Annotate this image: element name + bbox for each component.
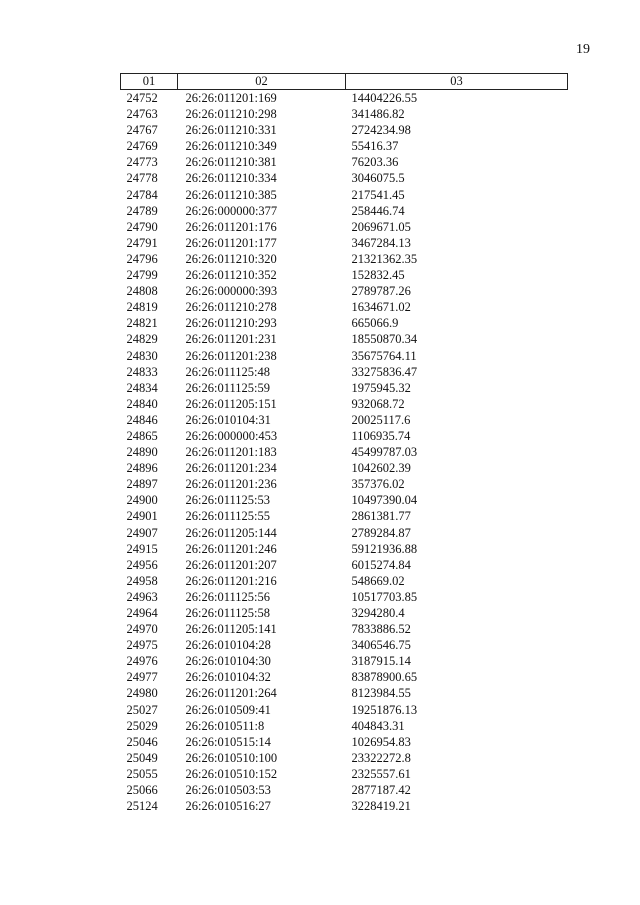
value-cell: 45499787.03: [351, 445, 418, 460]
row-id-cell: 24963: [126, 589, 158, 604]
cadastral-number-cell: 26:26:011210:331: [185, 123, 277, 138]
value-cell: 59121936.88: [351, 541, 418, 556]
table-row: [121, 653, 568, 669]
row-id-cell: 24773: [126, 155, 158, 170]
row-id-cell: 24799: [126, 268, 158, 283]
row-id-cell: 25029: [126, 718, 158, 733]
cadastral-number-cell: 26:26:011125:53: [185, 493, 270, 508]
table-row: [121, 798, 568, 814]
value-cell: 3294280.4: [351, 606, 405, 620]
table-row: [121, 267, 568, 283]
header-col-03: 03: [346, 74, 568, 90]
cadastral-number-cell: 26:26:011210:349: [185, 139, 277, 154]
cadastral-number-cell: 26:26:000000:453: [185, 428, 278, 443]
value-cell: 2789284.87: [351, 525, 411, 540]
cadastral-number-cell: 26:26:011201:207: [185, 557, 277, 572]
row-id-cell: 24865: [126, 428, 158, 443]
cadastral-number-cell: 26:26:011210:352: [185, 268, 277, 283]
table-row: [121, 734, 568, 750]
table-row: [121, 557, 568, 573]
row-id-cell: 25046: [126, 734, 158, 749]
row-id-cell: 24976: [126, 654, 158, 669]
value-cell: 35675764.11: [351, 348, 417, 363]
row-id-cell: 24829: [126, 332, 158, 347]
table-row: [121, 380, 568, 396]
cadastral-number-cell: 26:26:011125:59: [185, 380, 270, 395]
table-row: [121, 444, 568, 460]
value-cell: 55416.37: [351, 139, 399, 154]
table-row: [121, 412, 568, 428]
row-id-cell: 24977: [126, 670, 158, 685]
cadastral-number-cell: 26:26:010104:30: [185, 654, 271, 669]
header-col-02: 02: [178, 74, 346, 90]
table-row: [121, 235, 568, 251]
table-row: [121, 170, 568, 186]
value-cell: 8123984.55: [351, 686, 411, 701]
table-header: [121, 74, 568, 90]
value-cell: 1975945.32: [351, 380, 411, 395]
row-id-cell: 24964: [126, 606, 158, 620]
value-cell: 33275836.47: [351, 364, 418, 379]
row-id-cell: 24830: [126, 348, 158, 363]
cadastral-number-cell: 26:26:011205:144: [185, 525, 277, 540]
row-id-cell: 24796: [126, 251, 158, 266]
table-row: [121, 750, 568, 766]
row-id-cell: 24789: [126, 203, 158, 218]
cadastral-number-cell: 26:26:011125:55: [185, 509, 270, 524]
cadastral-number-cell: 26:26:011210:385: [185, 187, 277, 202]
table-row: [121, 251, 568, 267]
value-cell: 258446.74: [351, 203, 405, 218]
cadastral-number-cell: 26:26:011210:293: [185, 316, 277, 331]
row-id-cell: 24834: [126, 380, 158, 395]
table-row: [121, 364, 568, 380]
row-id-cell: 25124: [126, 799, 158, 814]
row-id-cell: 24956: [126, 557, 158, 572]
table-row: [121, 154, 568, 170]
table-row: [121, 428, 568, 444]
cadastral-number-cell: 26:26:011210:320: [185, 251, 277, 266]
table-row: [121, 702, 568, 718]
value-cell: 19251876.13: [351, 702, 418, 717]
table-row: [121, 138, 568, 154]
table-row: [121, 573, 568, 589]
cadastral-number-cell: 26:26:011210:381: [185, 155, 277, 170]
table-row: [121, 331, 568, 347]
row-id-cell: 24790: [126, 219, 158, 234]
row-id-cell: 24915: [126, 541, 158, 556]
row-id-cell: 24970: [126, 622, 158, 637]
cadastral-number-cell: 26:26:011205:151: [185, 396, 277, 411]
cadastral-number-cell: 26:26:010510:152: [185, 766, 278, 781]
header-col-01: 01: [121, 74, 178, 90]
cadastral-number-cell: 26:26:011201:216: [185, 573, 277, 588]
table-row: [121, 541, 568, 557]
cadastral-number-cell: 26:26:010104:28: [185, 638, 271, 653]
cadastral-number-cell: 26:26:011201:169: [185, 91, 277, 105]
row-id-cell: 24833: [126, 364, 158, 379]
cadastral-number-cell: 26:26:010104:32: [185, 670, 271, 685]
table-row: [121, 187, 568, 203]
table-row: [121, 685, 568, 701]
table-row: [121, 348, 568, 364]
value-cell: 10517703.85: [351, 589, 418, 604]
row-id-cell: 24819: [126, 300, 158, 315]
value-cell: 7833886.52: [351, 622, 411, 637]
value-cell: 3187915.14: [351, 654, 411, 669]
value-cell: 1042602.39: [351, 461, 411, 476]
table-row: [121, 315, 568, 331]
header-row: [121, 74, 568, 90]
cadastral-number-cell: 26:26:011210:334: [185, 171, 277, 186]
value-cell: 217541.45: [351, 187, 405, 202]
value-cell: 3467284.13: [351, 235, 411, 250]
row-id-cell: 25055: [126, 766, 158, 781]
table-row: [121, 621, 568, 637]
cadastral-number-cell: 26:26:011210:298: [185, 107, 277, 122]
data-table-container: [120, 73, 567, 814]
cadastral-number-cell: 26:26:010511:8: [185, 718, 265, 733]
table-row: [121, 605, 568, 621]
row-id-cell: 24901: [126, 509, 158, 524]
value-cell: 357376.02: [351, 477, 405, 492]
cadastral-number-cell: 26:26:010516:27: [185, 799, 271, 814]
value-cell: 10497390.04: [351, 493, 418, 508]
value-cell: 932068.72: [351, 396, 405, 411]
table-row: [121, 122, 568, 138]
table-body: [121, 90, 568, 815]
value-cell: 1634671.02: [351, 300, 411, 315]
value-cell: 1026954.83: [351, 734, 411, 749]
cadastral-number-cell: 26:26:010510:100: [185, 750, 278, 765]
row-id-cell: 24980: [126, 686, 158, 701]
table-row: [121, 219, 568, 235]
row-id-cell: 25027: [126, 702, 158, 717]
row-id-cell: 24769: [126, 139, 158, 154]
value-cell: 665066.9: [351, 316, 399, 331]
cadastral-number-cell: 26:26:011201:183: [185, 445, 277, 460]
row-id-cell: 24752: [126, 91, 158, 105]
value-cell: 2877187.42: [351, 783, 411, 798]
table-row: [121, 669, 568, 685]
cadastral-number-cell: 26:26:010515:14: [185, 734, 271, 749]
cadastral-number-cell: 26:26:011201:234: [185, 461, 277, 476]
row-id-cell: 24784: [126, 187, 158, 202]
cadastral-number-cell: 26:26:011210:278: [185, 300, 277, 315]
row-id-cell: 24975: [126, 638, 158, 653]
table-row: [121, 508, 568, 524]
value-cell: 548669.02: [351, 573, 405, 588]
table-row: [121, 718, 568, 734]
data-table: [120, 73, 568, 814]
cadastral-number-cell: 26:26:011201:264: [185, 686, 277, 701]
value-cell: 2325557.61: [351, 766, 411, 781]
value-cell: 2069671.05: [351, 219, 411, 234]
cadastral-number-cell: 26:26:000000:393: [185, 284, 278, 299]
table-row: [121, 492, 568, 508]
cadastral-number-cell: 26:26:010509:41: [185, 702, 271, 717]
row-id-cell: 24778: [126, 171, 158, 186]
cadastral-number-cell: 26:26:010503:53: [185, 783, 271, 798]
cadastral-number-cell: 26:26:011201:236: [185, 477, 277, 492]
row-id-cell: 24907: [126, 525, 158, 540]
row-id-cell: 24840: [126, 396, 158, 411]
page-number: 19: [576, 42, 590, 57]
table-row: [121, 525, 568, 541]
row-id-cell: 24763: [126, 107, 158, 122]
table-row: [121, 782, 568, 798]
cadastral-number-cell: 26:26:011201:231: [185, 332, 277, 347]
row-id-cell: 24846: [126, 412, 158, 427]
value-cell: 3046075.5: [351, 171, 405, 186]
cadastral-number-cell: 26:26:011201:177: [185, 235, 277, 250]
cadastral-number-cell: 26:26:011125:58: [185, 606, 270, 620]
value-cell: 1106935.74: [351, 428, 411, 443]
cadastral-number-cell: 26:26:011125:48: [185, 364, 270, 379]
row-id-cell: 25049: [126, 750, 158, 765]
row-id-cell: 24897: [126, 477, 158, 492]
table-row: [121, 460, 568, 476]
value-cell: 404843.31: [351, 718, 405, 733]
value-cell: 3228419.21: [351, 799, 411, 814]
value-cell: 18550870.34: [351, 332, 418, 347]
cadastral-number-cell: 26:26:011201:246: [185, 541, 277, 556]
cadastral-number-cell: 26:26:010104:31: [185, 412, 271, 427]
table-row: [121, 637, 568, 653]
row-id-cell: 24808: [126, 284, 158, 299]
table-row: [121, 589, 568, 605]
value-cell: 2724234.98: [351, 123, 411, 138]
table-row: [121, 283, 568, 299]
table-row: [121, 90, 568, 107]
table-row: [121, 396, 568, 412]
row-id-cell: 24896: [126, 461, 158, 476]
value-cell: 2789787.26: [351, 284, 411, 299]
value-cell: 23322272.8: [351, 750, 411, 765]
row-id-cell: 24958: [126, 573, 158, 588]
row-id-cell: 24767: [126, 123, 158, 138]
value-cell: 76203.36: [351, 155, 399, 170]
table-row: [121, 766, 568, 782]
cadastral-number-cell: 26:26:011201:176: [185, 219, 277, 234]
table-row: [121, 299, 568, 315]
table-row: [121, 203, 568, 219]
table-row: [121, 476, 568, 492]
cadastral-number-cell: 26:26:011201:238: [185, 348, 277, 363]
value-cell: 152832.45: [351, 268, 405, 283]
row-id-cell: 24791: [126, 235, 158, 250]
value-cell: 3406546.75: [351, 638, 411, 653]
cadastral-number-cell: 26:26:011205:141: [185, 622, 277, 637]
row-id-cell: 24821: [126, 316, 158, 331]
value-cell: 21321362.35: [351, 251, 418, 266]
row-id-cell: 24890: [126, 445, 158, 460]
row-id-cell: 24900: [126, 493, 158, 508]
value-cell: 341486.82: [351, 107, 405, 122]
value-cell: 83878900.65: [351, 670, 418, 685]
value-cell: 20025117.6: [351, 412, 411, 427]
cadastral-number-cell: 26:26:000000:377: [185, 203, 278, 218]
table-row: [121, 106, 568, 122]
value-cell: 14404226.55: [351, 91, 418, 105]
value-cell: 2861381.77: [351, 509, 411, 524]
value-cell: 6015274.84: [351, 557, 411, 572]
cadastral-number-cell: 26:26:011125:56: [185, 589, 270, 604]
row-id-cell: 25066: [126, 783, 158, 798]
